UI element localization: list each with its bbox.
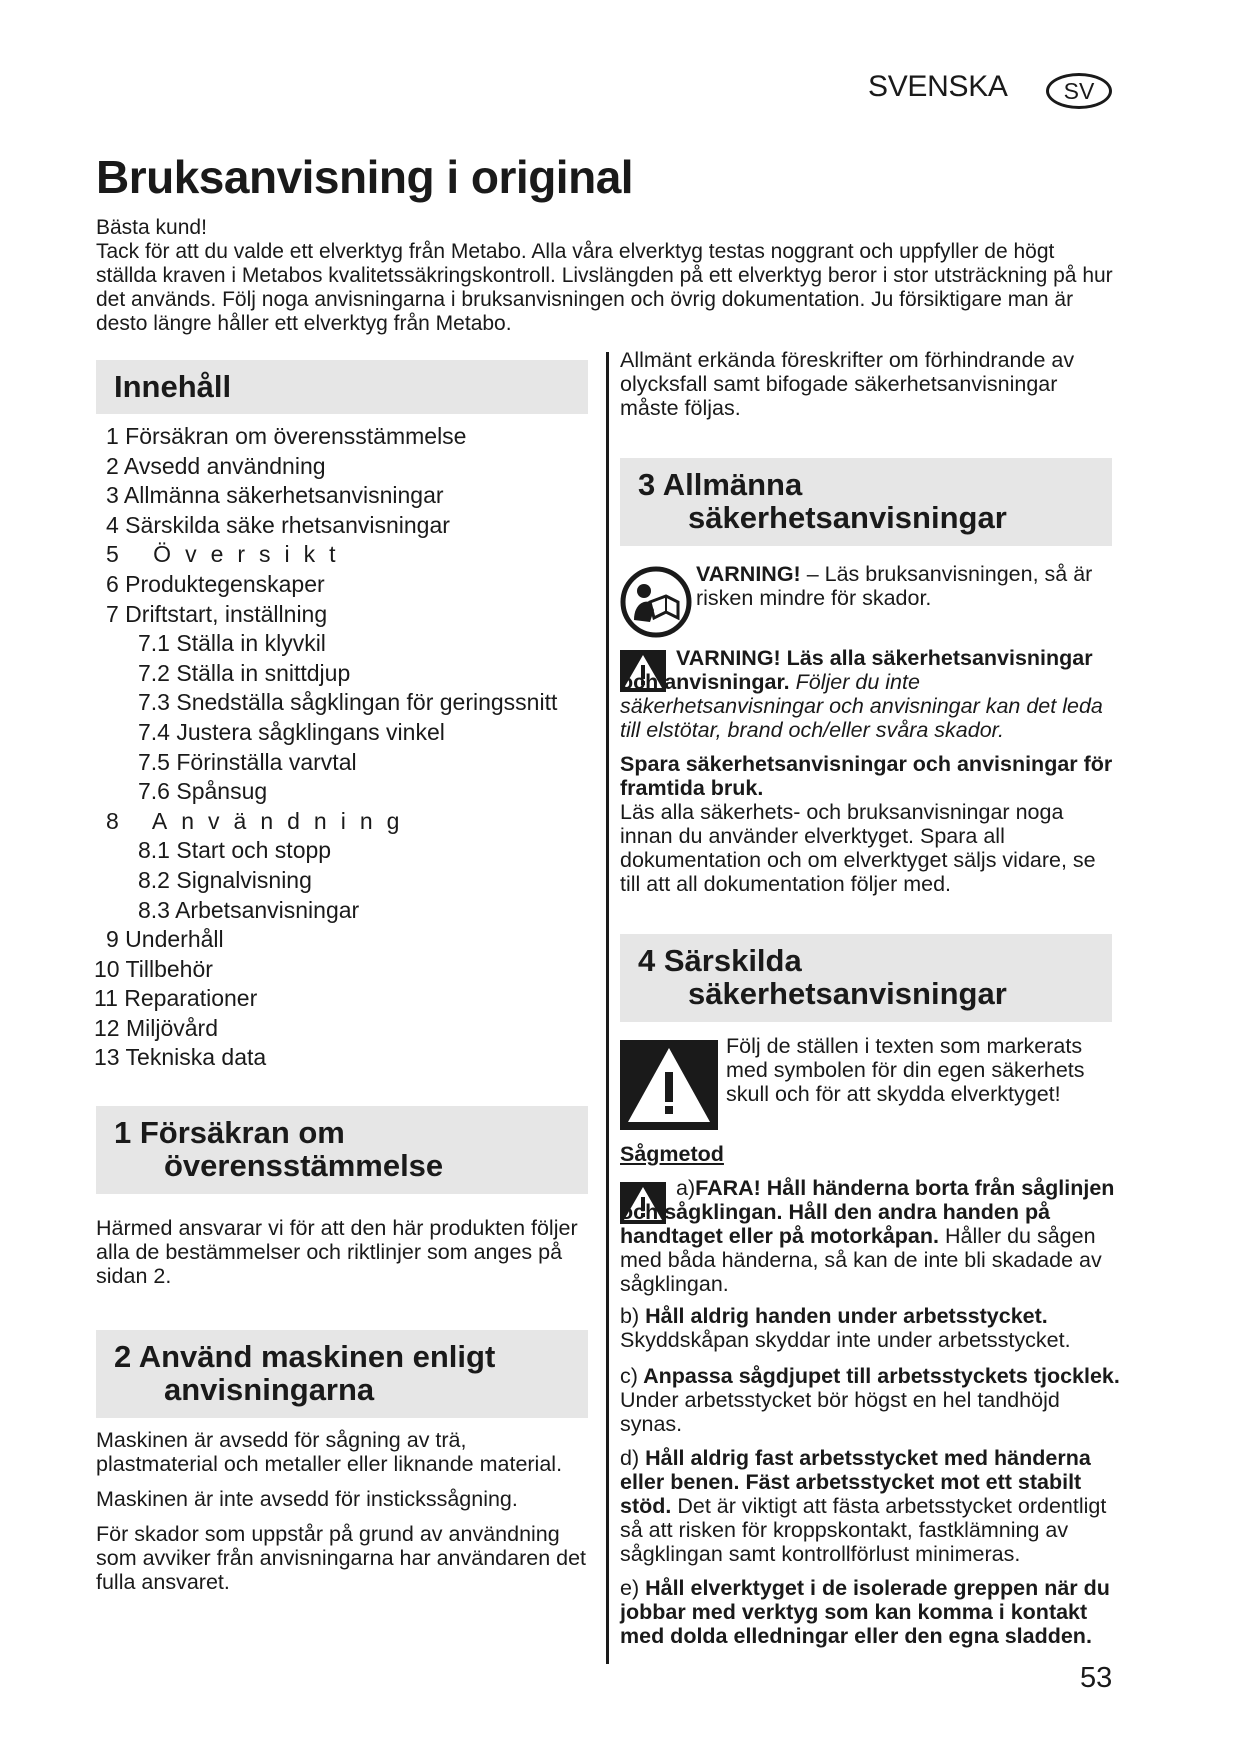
save-instructions-text: Läs alla säkerhets- och bruksanvisningar noga innan du använder elverktyget. Spara all dokumentation och om elverktyget säljs vidare, se till att all dokumentation följer med. — [620, 800, 1096, 896]
section-3-heading-line1: 3 Allmänna — [638, 467, 803, 502]
toc-item: 7.6 Spånsug — [138, 778, 268, 805]
column-divider — [606, 352, 609, 1664]
toc-item: 4 Särskilda säke rhetsanvisningar — [106, 511, 450, 538]
toc-item: 9 Underhåll — [106, 926, 224, 953]
right-intro — [620, 348, 1120, 431]
section-1-text: Härmed ansvarar vi för att den här produkten följer alla de bestämmelser och riktlinjer som anges på sidan 2. — [96, 1216, 578, 1288]
section-2-paragraph: För skador som uppstår på grund av användning som avviker från anvisningarna har användaren det fulla ansvaret. — [96, 1522, 587, 1594]
toc-item: 3 Allmänna säkerhetsanvisningar — [106, 482, 444, 509]
rule-a-bold: FARA! Håll händerna borta från såglinjen och sågklingan. Håll den andra handen på handtaget eller på motorkåpan. — [620, 1176, 1115, 1248]
warning-text: – Läs bruksanvisningen, så är risken mindre för skador. — [696, 562, 1093, 610]
toc-item: 7 Driftstart, inställning — [106, 600, 328, 627]
toc-heading-box — [96, 360, 588, 414]
toc-item: 8.1 Start och stopp — [138, 837, 332, 864]
rule-c-bold: Anpassa sågdjupet till arbetsstyckets tjocklek. — [637, 1364, 1120, 1388]
rule-letter: e) — [620, 1576, 640, 1600]
warning-read-manual — [696, 562, 1116, 610]
language-label: SVENSKA — [868, 70, 1008, 103]
toc-heading: Innehåll — [114, 369, 232, 404]
toc-item: 13 Tekniska data — [94, 1044, 267, 1071]
intro-greeting: Bästa kund! — [96, 216, 207, 239]
section-2-heading-line2: anvisningarna — [164, 1372, 375, 1407]
section-3-heading-line2: säkerhetsanvisningar — [688, 500, 1007, 535]
section-2-paragraph: Maskinen är avsedd för sågning av trä, plastmaterial och metaller eller liknande material. — [96, 1428, 563, 1476]
section-1-body — [96, 1216, 594, 1299]
toc-item: 7.4 Justera sågklingans vinkel — [138, 718, 445, 745]
rule-d-bold: Håll aldrig fast arbetsstycket med händerna eller benen. Fäst arbetsstycket mot ett stabilt stöd. — [620, 1446, 1091, 1518]
warning-label: VARNING! — [696, 562, 801, 586]
toc-item: 10 Tillbehör — [94, 955, 213, 982]
saw-method-heading: Sågmetod — [620, 1142, 724, 1166]
toc-item: 7.5 Förinställa varvtal — [138, 748, 357, 775]
section-2-paragraph: Maskinen är inte avsedd för instickssågning. — [96, 1487, 518, 1511]
toc-item: 1 Försäkran om överensstämmelse — [106, 423, 467, 449]
danger-symbol-icon — [620, 1040, 718, 1130]
rule-e — [620, 1576, 1120, 1648]
warning-all-bold: VARNING! Läs alla säkerhetsanvisningar och anvisningar. — [620, 646, 1093, 694]
page-number: 53 — [1080, 1662, 1113, 1694]
save-instructions-bold: Spara säkerhetsanvisningar och anvisningar för framtida bruk. — [620, 752, 1113, 800]
section-4-heading-line2: säkerhetsanvisningar — [688, 976, 1007, 1011]
rule-letter: d) — [620, 1446, 640, 1470]
rule-letter: a) — [676, 1176, 696, 1200]
toc-item: 5 Översikt — [106, 541, 350, 568]
toc-item: 2 Avsedd användning — [106, 452, 326, 479]
toc-item: 12 Miljövård — [94, 1014, 218, 1041]
rule-letter: b) — [620, 1304, 640, 1328]
toc-item: 8.2 Signalvisning — [138, 866, 312, 893]
rule-c-text: Under arbetsstycket bör högst en hel tandhöjd synas. — [620, 1388, 1060, 1436]
toc-item: 6 Produktegenskaper — [106, 570, 325, 597]
right-intro-text: Allmänt erkända föreskrifter om förhindrande av olycksfall samt bifogade säkerhetsanvisningar måste följas. — [620, 348, 1075, 420]
warning-all-instructions — [620, 646, 1118, 742]
section-2-body — [96, 1428, 594, 1605]
toc-item: 8.3 Arbetsanvisningar — [138, 896, 360, 923]
rule-a — [620, 1176, 1118, 1296]
rule-c — [620, 1364, 1120, 1436]
toc-item: 7.1 Ställa in klyvkil — [138, 630, 326, 657]
rule-d-text: Det är viktigt att fästa arbetsstycket ordentligt så att risken för kroppskontakt, fastklämning av sågklingan samt kontrollförlust minimeras. — [620, 1494, 1107, 1566]
section-1-heading-line1: 1 Försäkran om — [114, 1115, 345, 1150]
table-of-contents — [94, 422, 558, 1073]
rule-b — [620, 1304, 1120, 1352]
rule-b-bold: Håll aldrig handen under arbetsstycket. — [639, 1304, 1048, 1328]
save-instructions — [620, 752, 1120, 896]
rule-b-text: Skyddskåpan skyddar inte under arbetsstycket. — [620, 1328, 1071, 1352]
rule-e-bold: Håll elverktyget i de isolerade greppen när du jobbar med verktyg som kan komma i kontakt med dolda elledningar eller den egna sladden. — [620, 1576, 1110, 1648]
symbol-explanation: Följ de ställen i texten som markerats med symbolen för din egen säkerhets skull och för att skydda elverktyget! — [726, 1034, 1085, 1106]
intro-text: Tack för att du valde ett elverktyg från Metabo. Alla våra elverktyg testas noggrant och uppfyller de högt ställda kraven i Metabos kvalitetssäkringskontroll. Livslängden på ett elverktyg beror i stor utsträckning på hur det används. Följ noga anvisningarna i bruksanvisningen och övrig dokumentation. Ju försiktigare man är desto längre håller ett elverktyg från Metabo. — [96, 240, 1113, 335]
warning-all-italic: Följer du inte säkerhetsanvisningar och anvisningar kan det leda till elstötar, brand och/eller svåra skador. — [620, 670, 1103, 742]
section-1-heading-line2: överensstämmelse — [164, 1148, 444, 1183]
toc-item: 11 Reparationer — [94, 985, 258, 1012]
page-title: Bruksanvisning i original — [96, 151, 634, 203]
rule-d — [620, 1446, 1120, 1566]
section-4-heading — [620, 934, 1112, 1022]
section-2-heading — [96, 1330, 588, 1418]
section-4-heading-line1: 4 Särskilda — [638, 943, 802, 978]
section-3-heading — [620, 458, 1112, 546]
toc-item: 7.2 Ställa in snittdjup — [138, 659, 351, 686]
toc-item: 8 Användning — [106, 807, 414, 834]
read-manual-icon — [620, 566, 692, 638]
rule-a-text: Håller du sågen med båda händerna, så kan de inte bli skadade av sågklingan. — [620, 1224, 1102, 1296]
rule-letter: c) — [620, 1364, 638, 1388]
intro — [96, 216, 1116, 336]
section-2-heading-line1: 2 Använd maskinen enligt — [114, 1339, 496, 1374]
toc-item: 7.3 Snedställa sågklingan för geringssnitt — [138, 689, 558, 716]
language-badge: SV — [1046, 73, 1112, 109]
section-1-heading — [96, 1106, 588, 1194]
